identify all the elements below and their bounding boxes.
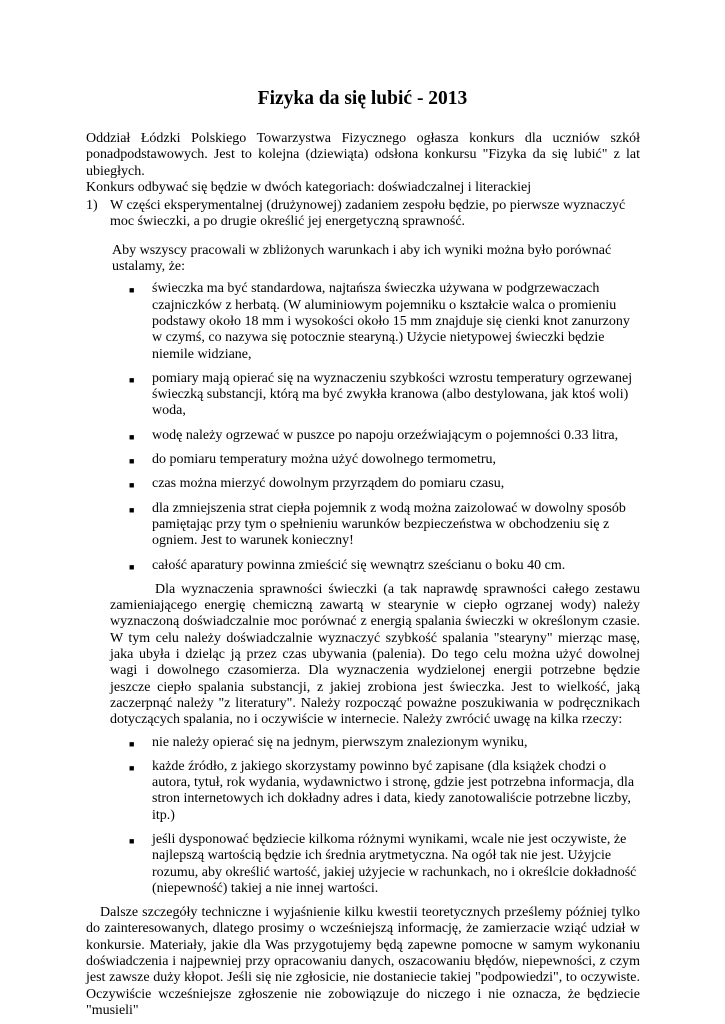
efficiency-paragraph: Dla wyznaczenia sprawności świeczki (a tak naprawdę sprawności całego zestawu zamieniającego energię chemiczną zawartą w stearynie w ciepło ogrzanej wody) należy wyznaczoną doświadczalnie moc porównać z energią spalania świeczki w określonym czasie. W tym celu należy doświadczalnie wyznaczyć szybkość spalania "stearyny" mierząc masę, jaka ubyła i dzieląc ją przez czas ubywania (palenia). Do tego celu można użyć dowolnej wagi i dowolnego czasomierza. Dla wyznaczenia wydzielonej energii potrzebne będzie jeszcze ciepło spalania substancji, z jakiej zrobiona jest świeczka. Jest to wielkość, jaką zaczerpnąć należy "z literatury". Należy rozpocząć poważne poszukiwania w podręcznikach dotyczących spalania, no i oczywiście w internecie. Należy zwrócić uwagę na kilka rzeczy: xyxy=(110,581,640,728)
list-item xyxy=(129,501,640,550)
list-item-text: do pomiaru temperatury można użyć dowolnego termometru, xyxy=(152,452,497,468)
list-item-text: dla zmniejszenia strat ciepła pojemnik z wodą można zaizolować w dowolny sposób pamiętając przy tym o spełnieniu warunków bezpieczeństwa w obchodzeniu się z ogniem. Jest to warunek konieczny! xyxy=(152,500,626,549)
list-item-text: nie należy opierać się na jednym, pierwszym znalezionym wyniku, xyxy=(152,734,528,750)
list-item-text: jeśli dysponować będziecie kilkoma różnymi wynikami, wcale nie jest oczywiste, że najlepszą wartością będzie ich średnia arytmetyczna. Na ogół tak nie jest. Użyjcie rozumu, aby określić wartość, jakiej użyjecie w rachunkach, no i określcie dokładność (niepewność) takiej a nie innej wartości. xyxy=(152,831,637,896)
list-item xyxy=(129,558,640,574)
list-item xyxy=(129,281,640,362)
conditions-list xyxy=(86,281,640,573)
bullet-icon: ■ xyxy=(129,480,135,491)
list-item-text: świeczka ma być standardowa, najtańsza świeczka używana w podgrzewaczach czajniczków z herbatą. (W aluminiowym pojemniku o kształcie walca o promieniu podstawy około 18 mm i wysokości około 15 mm znajduje się cienki knot zanurzony w czymś, co nazywa się potocznie stearyną.) Użycie nietypowej świeczki będzie niemile widziane, xyxy=(152,281,630,362)
final-paragraph: Dalsze szczegóły techniczne i wyjaśnienie kilku kwestii teoretycznych prześlemy później tylko do zainteresowanych, dlatego prosimy o wcześniejszą informację, że zamierzacie wziąć udział w konkursie. Materiały, jakie dla Was przygotujemy będą zapewne pomocne w samym wykonaniu doświadczenia i najpewniej przy opracowaniu danych, oszacowaniu błędów, niepewności, z czym jest zawsze duży kłopot. Jeśli się nie zgłosicie, nie dostaniecie takiej "podpowiedzi", to oczywiste. Oczywiście wcześniejsze zgłoszenie nie zobowiązuje do niczego i nie oznacza, że będziecie "musieli" xyxy=(86,905,640,1018)
bullet-icon: ■ xyxy=(129,456,135,467)
bullet-icon: ■ xyxy=(129,762,135,773)
notes-list xyxy=(86,735,640,898)
conditions-intro: Aby wszyscy pracowali w zbliżonych warunkach i aby ich wyniki można było porównać ustalamy, że: xyxy=(112,242,612,275)
bullet-icon: ■ xyxy=(129,374,135,385)
list-item-text: całość aparatury powinna zmieścić się wewnątrz sześcianu o boku 40 cm. xyxy=(152,557,566,573)
item-number: 1) xyxy=(86,198,98,214)
bullet-icon: ■ xyxy=(129,561,135,572)
bullet-icon: ■ xyxy=(129,504,135,515)
intro-paragraph: Oddział Łódzki Polskiego Towarzystwa Fizycznego ogłasza konkurs dla uczniów szkół ponadpodstawowych. Jest to kolejna (dziewiąta) odsłona konkursu "Fizyka da się lubić" z lat ubiegłych. xyxy=(86,131,640,179)
list-item xyxy=(129,452,640,468)
bullet-icon: ■ xyxy=(129,431,135,442)
list-item-text: wodę należy ogrzewać w puszce po napoju orzeźwiającym o pojemności 0.33 litra, xyxy=(152,427,619,443)
list-item xyxy=(129,735,640,751)
numbered-item-1 xyxy=(86,198,640,231)
bullet-icon: ■ xyxy=(129,835,135,846)
list-item xyxy=(129,428,640,444)
bullet-icon: ■ xyxy=(129,738,135,749)
categories-line: Konkurs odbywać się będzie w dwóch kategoriach: doświadczalnej i literackiej xyxy=(86,179,532,195)
list-item xyxy=(129,832,640,897)
document-body xyxy=(86,131,640,1019)
list-item-text: czas można mierzyć dowolnym przyrządem do pomiaru czasu, xyxy=(152,476,505,492)
list-item xyxy=(129,759,640,824)
item-text: W części eksperymentalnej (drużynowej) zadaniem zespołu będzie, po pierwsze wyznaczyć moc świeczki, a po drugie określić jej energetyczną sprawność. xyxy=(110,198,626,230)
list-item xyxy=(129,371,640,420)
page-title: Fizyka da się lubić - 2013 xyxy=(257,88,468,109)
bullet-icon: ■ xyxy=(129,285,135,296)
list-item xyxy=(129,476,640,492)
list-item-text: pomiary mają opierać się na wyznaczeniu szybkości wzrostu temperatury ogrzewanej świeczką substancji, którą ma być zwykła kranowa (albo destylowana, jak ktoś woli) woda, xyxy=(152,370,633,419)
list-item-text: każde źródło, z jakiego skorzystamy powinno być zapisane (dla książek chodzi o autora, tytuł, rok wydania, wydawnictwo i stronę, gdzie jest potrzebna informacja, dla stron internetowych ich dokładny adres i data, kiedy zanotowaliście potrzebne liczby, itp.) xyxy=(152,758,635,823)
